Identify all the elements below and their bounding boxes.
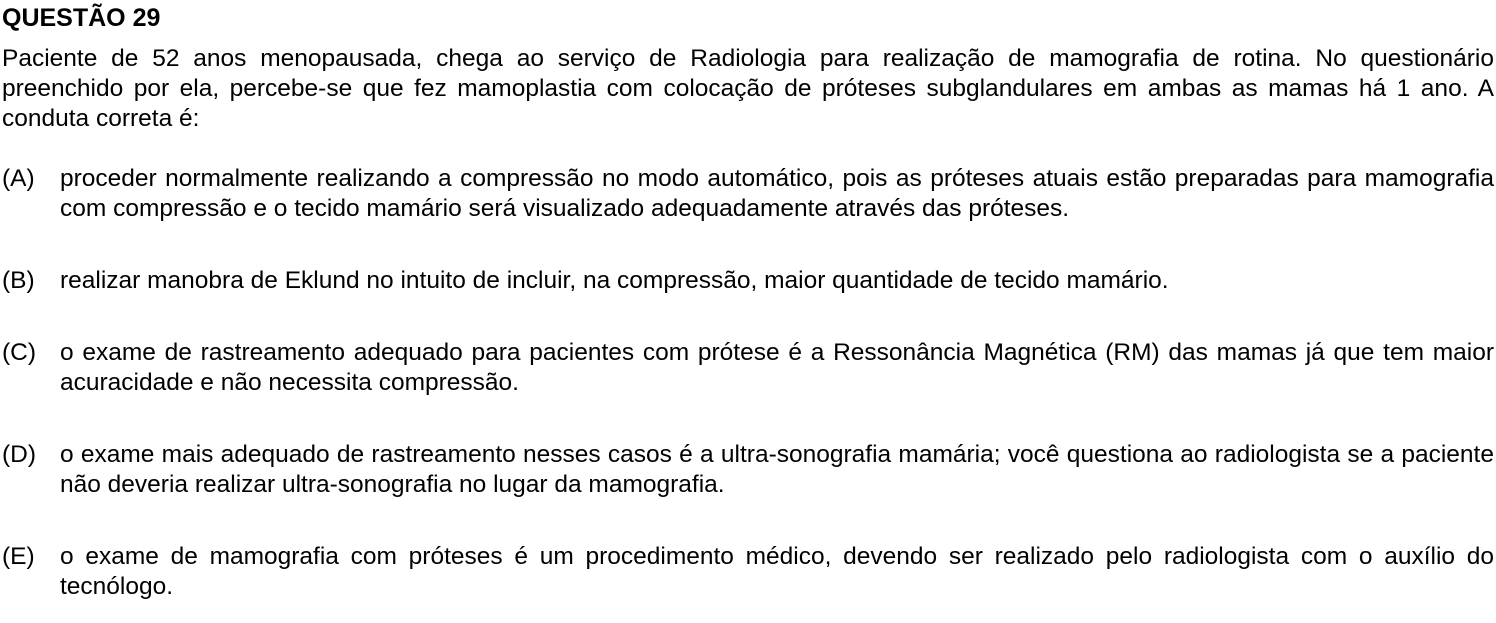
option-e-text: o exame de mamografia com próteses é um procedimento médico, devendo ser realizado pelo radiologista com o auxílio do tecnólogo. [60,543,1494,600]
option-a[interactable] [2,164,1494,224]
option-a-letter: (A) [2,165,35,192]
option-d-text: o exame mais adequado de rastreamento nesses casos é a ultra-sonografia mamária; você questiona ao radiologista se a paciente não deveria realizar ultra-sonografia no lugar da mamografia. [60,441,1494,498]
option-b-letter: (B) [2,267,35,294]
question-title: QUESTÃO 29 [2,4,161,32]
option-b-text: realizar manobra de Eklund no intuito de incluir, na compressão, maior quantidade de tecido mamário. [60,267,1169,294]
option-c-text: o exame de rastreamento adequado para pacientes com prótese é a Ressonância Magnética (RM) das mamas já que tem maior acuracidade e não necessita compressão. [60,339,1494,396]
option-c-letter: (C) [2,339,37,366]
option-b[interactable] [2,266,1494,296]
option-d-letter: (D) [2,441,37,468]
option-c[interactable] [2,338,1494,398]
option-d[interactable] [2,440,1494,500]
option-a-text: proceder normalmente realizando a compressão no modo automático, pois as próteses atuais estão preparadas para mamografia com compressão e o tecido mamário será visualizado adequadamente através das próteses. [60,165,1494,222]
answer-options [2,164,1494,602]
option-e-letter: (E) [2,543,35,570]
option-e[interactable] [2,542,1494,602]
question-page [2,0,1494,602]
question-stem: Paciente de 52 anos menopausada, chega ao serviço de Radiologia para realização de mamografia de rotina. No questionário preenchido por ela, percebe-se que fez mamoplastia com colocação de próteses subglandulares em ambas as mamas há 1 ano. A conduta correta é: [2,45,1494,132]
